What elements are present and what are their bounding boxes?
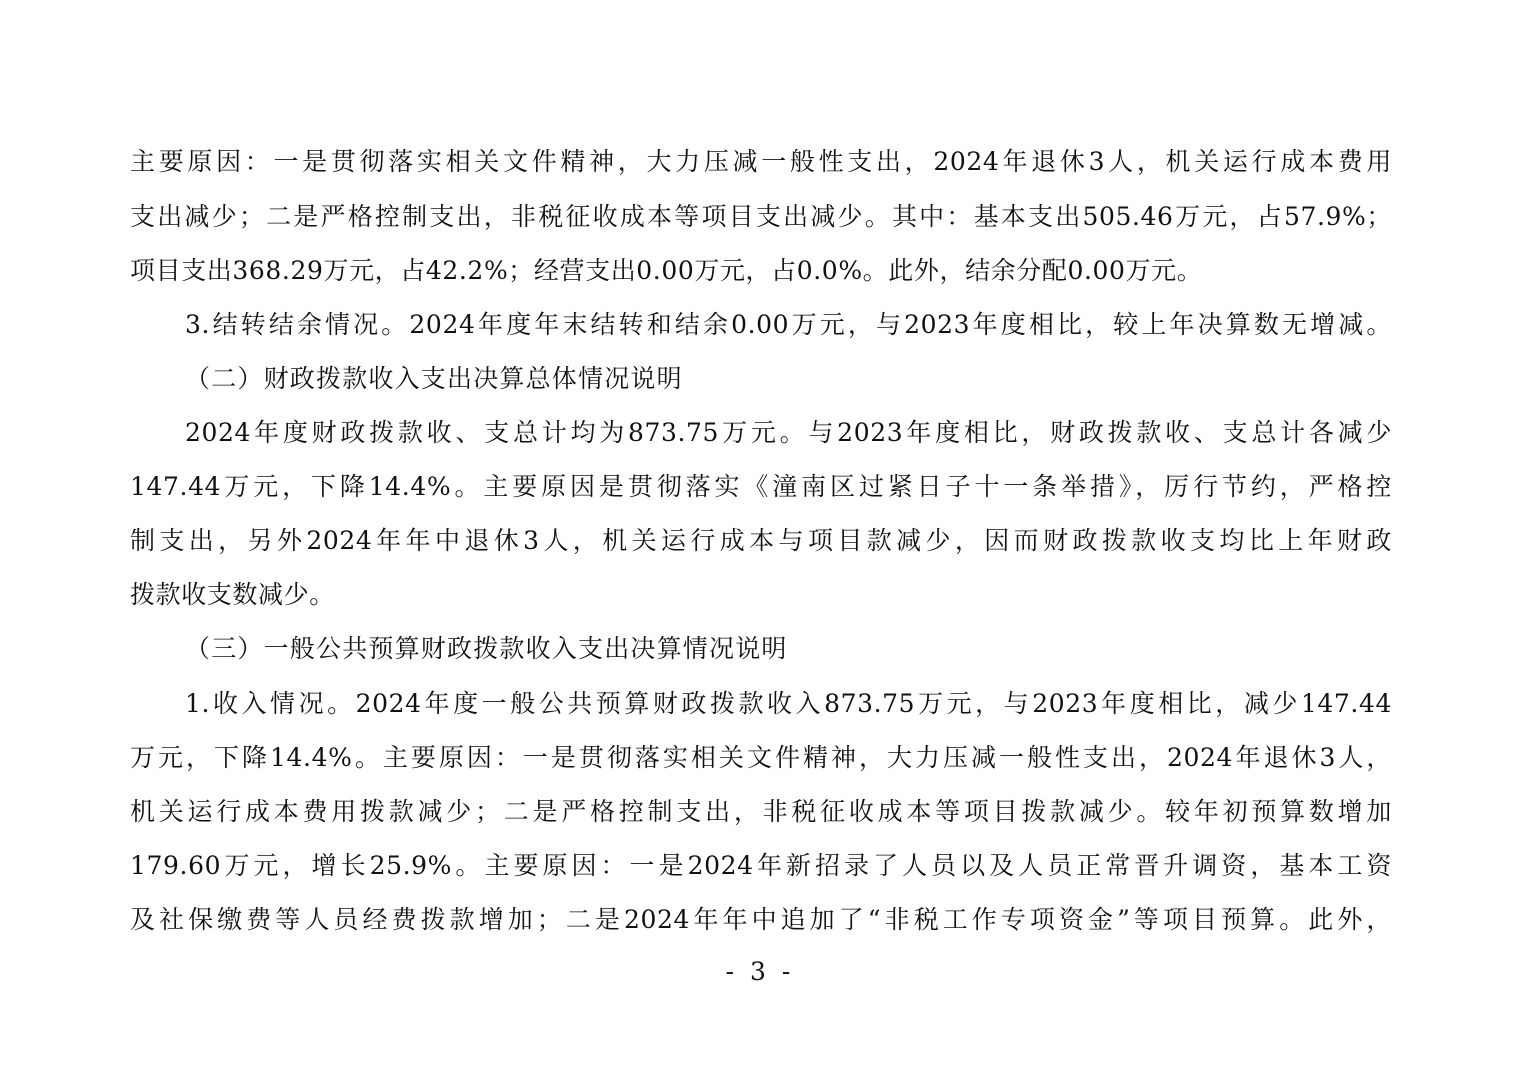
paragraph-line: 3.结转结余情况。2024年度年末结转和结余0.00万元，与2023年度相比，较上年决算数无增减。: [185, 310, 1392, 339]
paragraph-line: 制支出，另外2024年年中退休3人，机关运行成本与项目款减少，因而财政拨款收支均比上年财政: [130, 526, 1392, 555]
paragraph-line: 项目支出368.29万元，占42.2%；经营支出0.00万元，占0.0%。此外，结余分配0.00万元。: [130, 256, 1203, 285]
paragraph-line: 147.44万元，下降14.4%。主要原因是贯彻落实《潼南区过紧日子十一条举措》，厉行节约，严格控: [130, 472, 1392, 501]
section-heading: （二）财政拨款收入支出决算总体情况说明: [185, 364, 683, 393]
paragraph-line: 机关运行成本费用拨款减少；二是严格控制支出，非税征收成本等项目拨款减少。较年初预算数增加: [130, 797, 1392, 826]
paragraph-line: 万元，下降14.4%。主要原因：一是贯彻落实相关文件精神，大力压减一般性支出，2024年退休3人，: [130, 743, 1392, 772]
section-heading: （三）一般公共预算财政拨款收入支出决算情况说明: [185, 634, 788, 663]
paragraph-line: 拨款收支数减少。: [130, 580, 335, 609]
paragraph-line: 支出减少；二是严格控制支出，非税征收成本等项目支出减少。其中：基本支出505.46万元，占57.9%；: [130, 202, 1392, 231]
paragraph-line: 2024年度财政拨款收、支总计均为873.75万元。与2023年度相比，财政拨款收、支总计各减少: [185, 418, 1392, 447]
paragraph-line: 179.60万元，增长25.9%。主要原因：一是2024年新招录了人员以及人员正常晋升调资，基本工资: [130, 851, 1392, 880]
paragraph-line: 1.收入情况。2024年度一般公共预算财政拨款收入873.75万元，与2023年度相比，减少147.44: [185, 689, 1392, 718]
paragraph-line: 及社保缴费等人员经费拨款增加；二是2024年年中追加了“非税工作专项资金”等项目预算。此外，: [130, 905, 1392, 934]
page-number: - 3 -: [725, 957, 795, 986]
paragraph-line: 主要原因：一是贯彻落实相关文件精神，大力压减一般性支出，2024年退休3人，机关运行成本费用: [130, 147, 1392, 176]
